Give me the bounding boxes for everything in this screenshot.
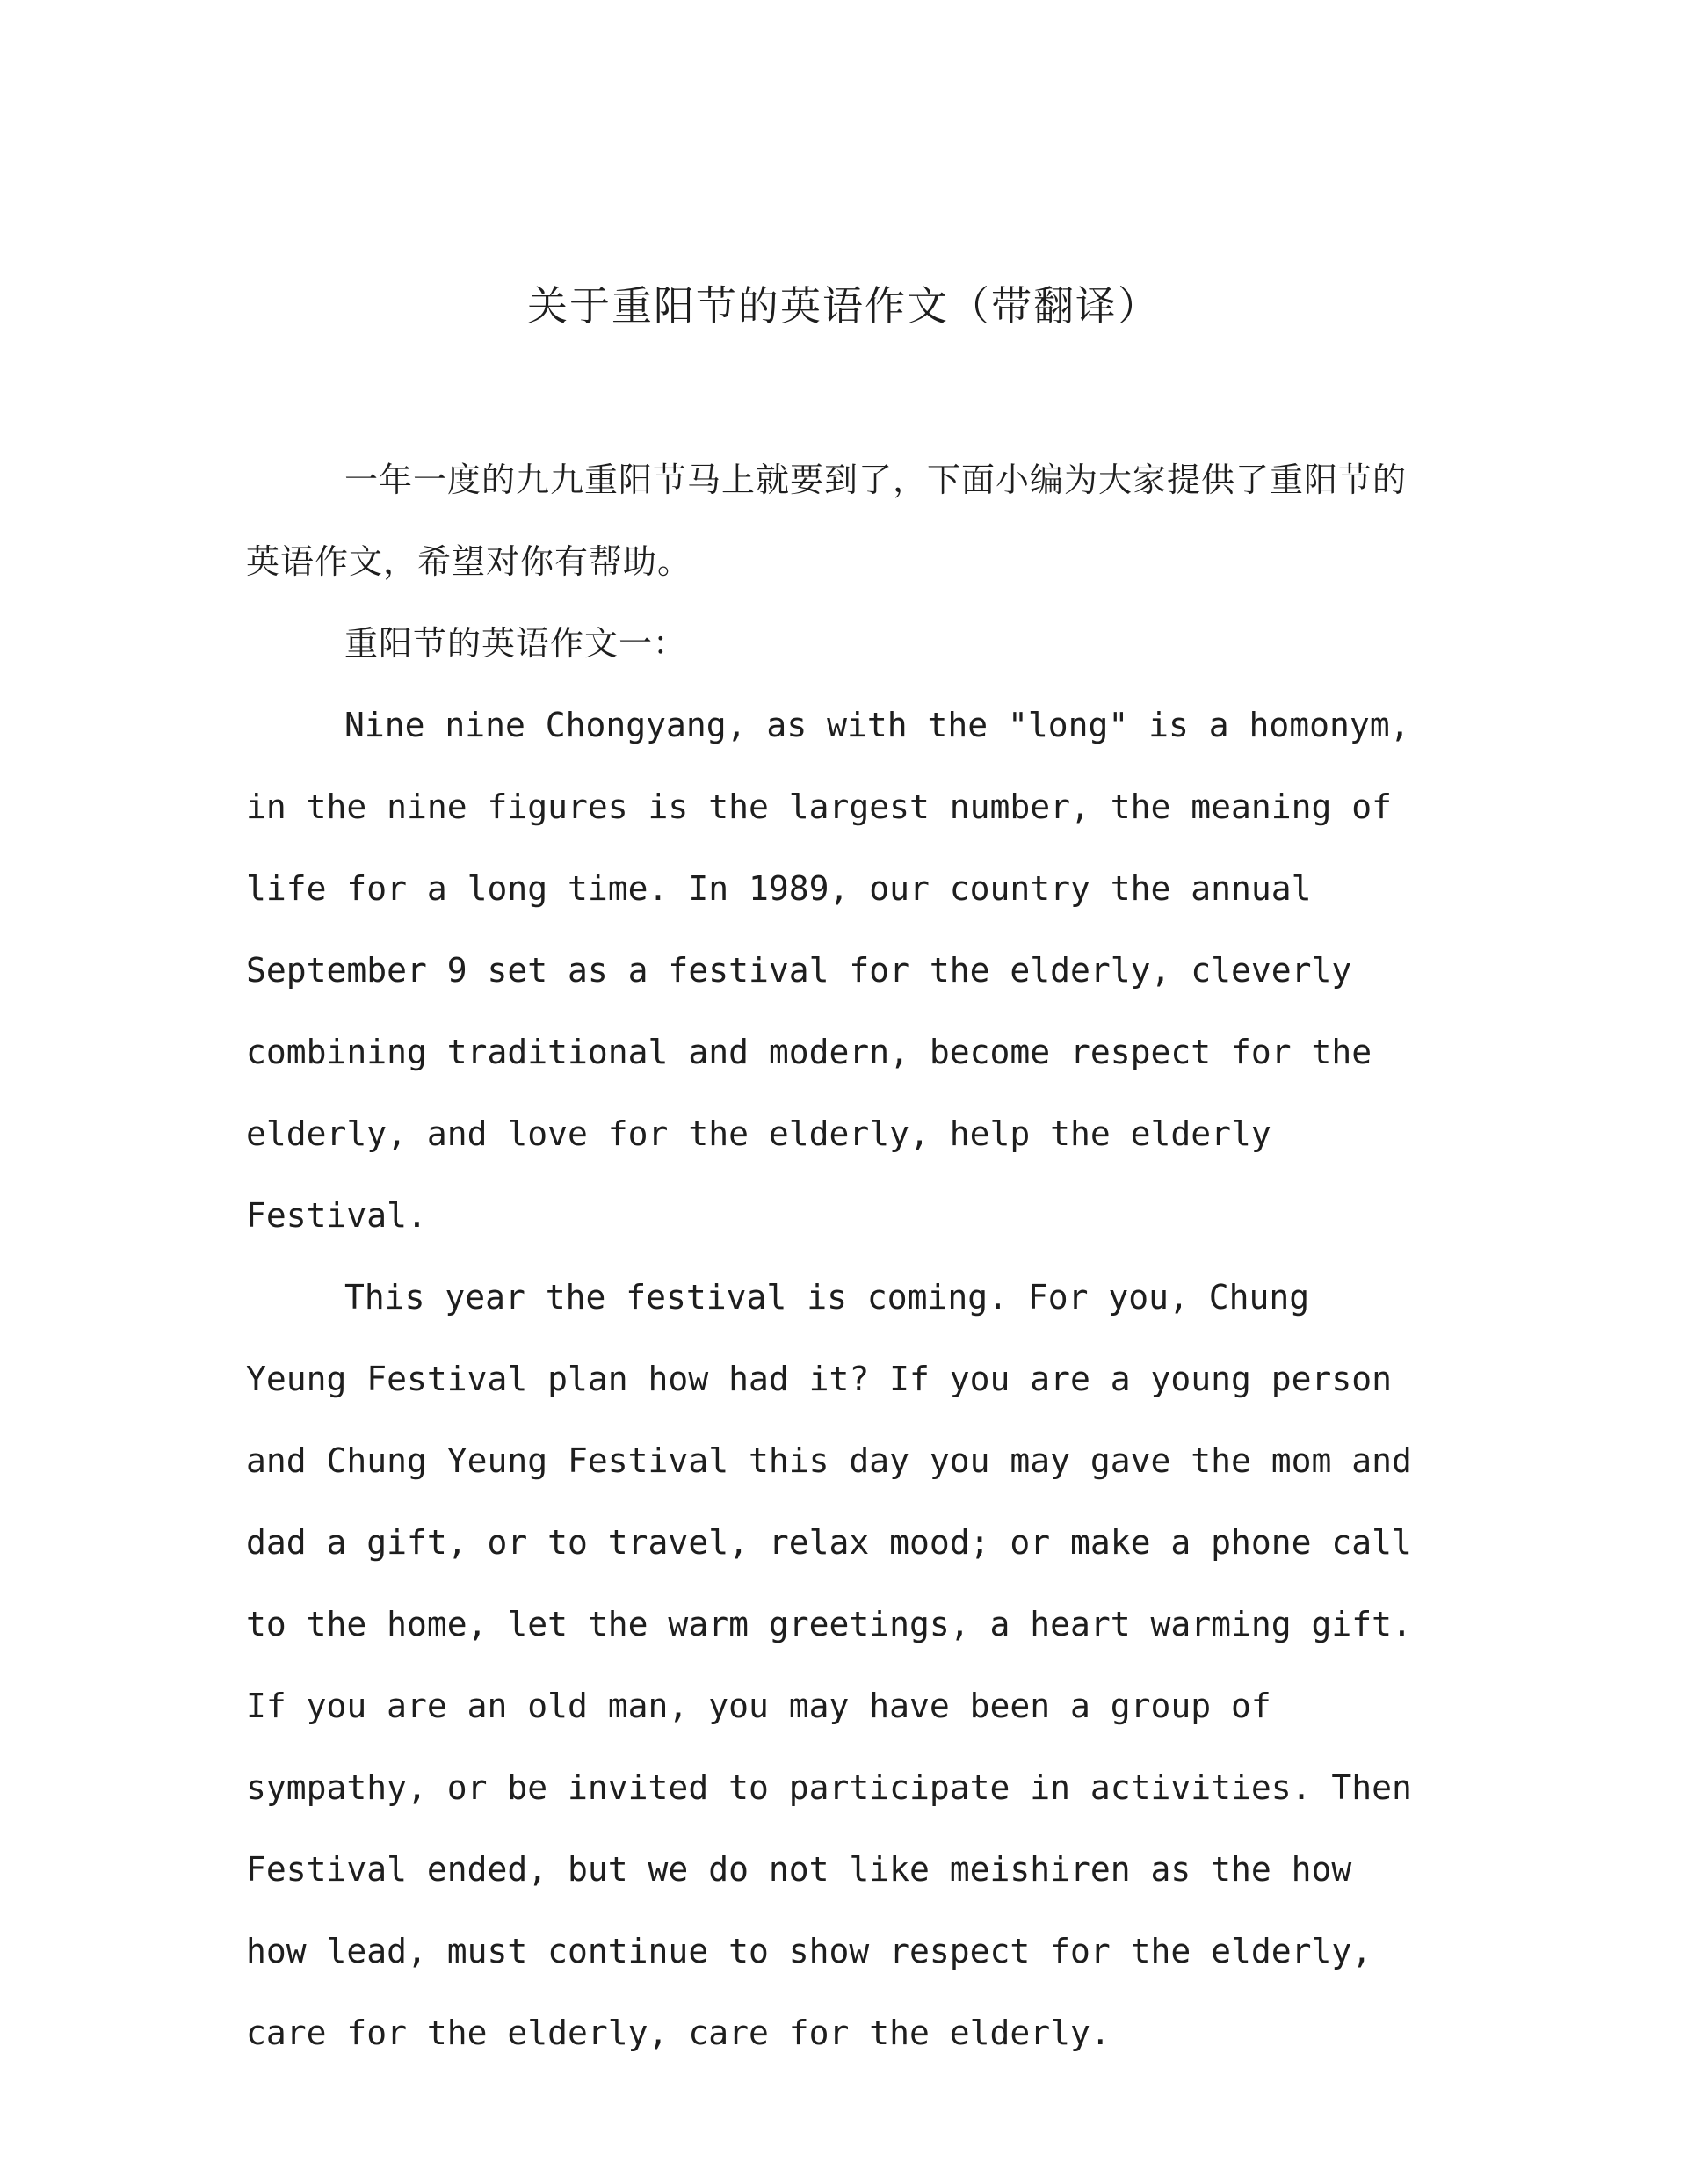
essay-paragraph-1: Nine nine Chongyang, as with the "long" is a homonym, in the nine figures is the largest number, the meaning of life for a long time. In 1989, our country the annual September 9 set as a festival for the elderly, cleverly combining traditional and modern, become respect for the elderly, and love for the elderly, help the elderly Festival. — [246, 706, 1430, 1235]
essay-paragraph-2: This year the festival is coming. For you, Chung Yeung Festival plan how had it? If you are a young person and Chung Yeung Festival this day you may gave the mom and dad a gift, or to travel, relax mood; or make a phone call to the home, let the warm greetings, a heart warming gift. If you are an old man, you may have been a group of sympathy, or be invited to participate in activities. Then Festival ended, but we do not like meishiren as the how how lead, must continue to show respect for the elderly, care for the elderly, care for the elderly. — [246, 1278, 1432, 2052]
document-title: 关于重阳节的英语作文（带翻译） — [527, 282, 1160, 330]
document-body — [246, 439, 1432, 2074]
section-heading: 重阳节的英语作文一： — [344, 624, 688, 663]
intro-paragraph: 一年一度的九九重阳节马上就要到了，下面小编为大家提供了重阳节的英语作文，希望对你有帮助。 — [246, 461, 1408, 581]
